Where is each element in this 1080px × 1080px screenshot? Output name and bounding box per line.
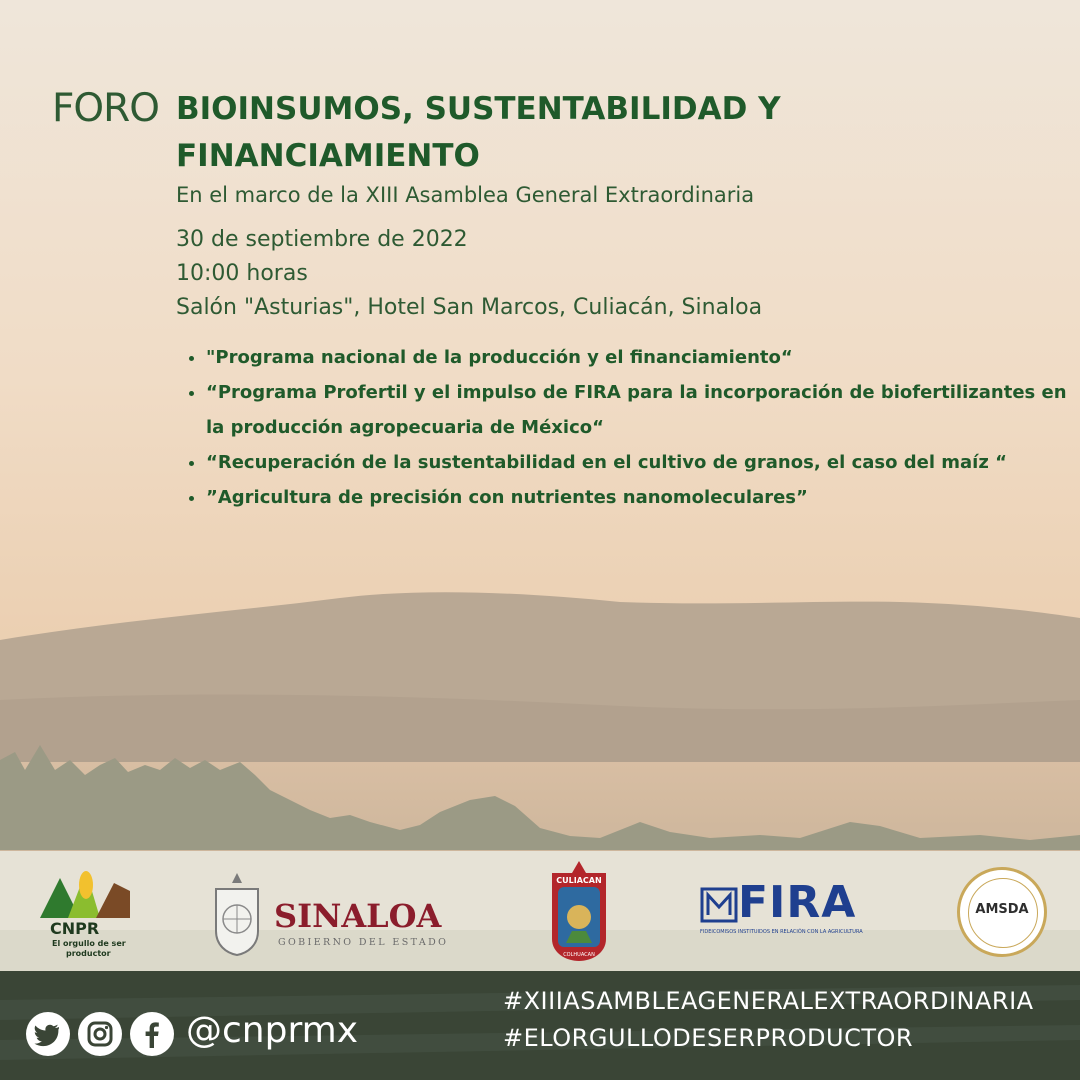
event-title: BIOINSUMOS, SUSTENTABILIDAD Y FINANCIAMIENTO	[176, 91, 781, 174]
twitter-icon[interactable]	[26, 1012, 70, 1056]
sinaloa-name: SINALOA	[274, 897, 442, 935]
cnpr-tagline: El orgullo de ser	[52, 939, 126, 948]
sinaloa-subtitle: GOBIERNO DEL ESTADO	[278, 937, 449, 948]
sinaloa-logo	[210, 871, 480, 961]
event-date: 30 de septiembre de 2022	[176, 227, 468, 252]
fira-logo	[700, 877, 890, 945]
amsda-name: AMSDA	[975, 902, 1029, 917]
hashtag-pride: #ELORGULLODESERPRODUCTOR	[503, 1024, 914, 1052]
event-time: 10:00 horas	[176, 261, 308, 286]
facebook-icon[interactable]	[130, 1012, 174, 1056]
forum-label: FORO	[52, 86, 159, 131]
culiacan-name: CULIACAN	[556, 876, 602, 885]
list-item: • “Recuperación de la sustentabilidad en el cultivo de granos, el caso del maíz “	[206, 445, 1080, 480]
fira-emblem-icon	[700, 885, 740, 925]
list-item: • “Programa Profertil y el impulso de FIRA para la incorporación de biofertilizantes en la producción agropecuaria de México“	[206, 375, 1080, 445]
cnpr-emblem-icon	[38, 863, 138, 923]
sinaloa-seal-icon	[210, 871, 264, 957]
list-item: • "Programa nacional de la producción y el financiamiento“	[206, 340, 1080, 375]
topics-list	[180, 340, 1080, 515]
instagram-icon[interactable]	[78, 1012, 122, 1056]
culiacan-shield-icon	[546, 859, 612, 963]
culiacan-subtitle: COLHUACAN	[563, 952, 595, 958]
amsda-logo	[957, 867, 1047, 957]
fira-name: FIRA	[738, 877, 857, 928]
fira-subtitle: FIDEICOMISOS INSTITUIDOS EN RELACIÓN CON LA AGRICULTURA	[700, 929, 863, 935]
cnpr-name: CNPR	[50, 919, 100, 938]
sponsor-logos	[0, 851, 1080, 971]
event-subtitle: En el marco de la XIII Asamblea General Extraordinaria	[176, 183, 755, 207]
social-handle[interactable]: @cnprmx	[186, 1010, 359, 1051]
hashtag-assembly: #XIIIASAMBLEAGENERALEXTRAORDINARIA	[503, 987, 1034, 1015]
event-venue: Salón "Asturias", Hotel San Marcos, Culiacán, Sinaloa	[176, 295, 763, 320]
cnpr-logo	[38, 863, 138, 963]
culiacan-logo	[546, 859, 612, 963]
cnpr-tagline: productor	[66, 949, 111, 958]
list-item: • ”Agricultura de precisión con nutrientes nanomoleculares”	[206, 480, 1080, 515]
